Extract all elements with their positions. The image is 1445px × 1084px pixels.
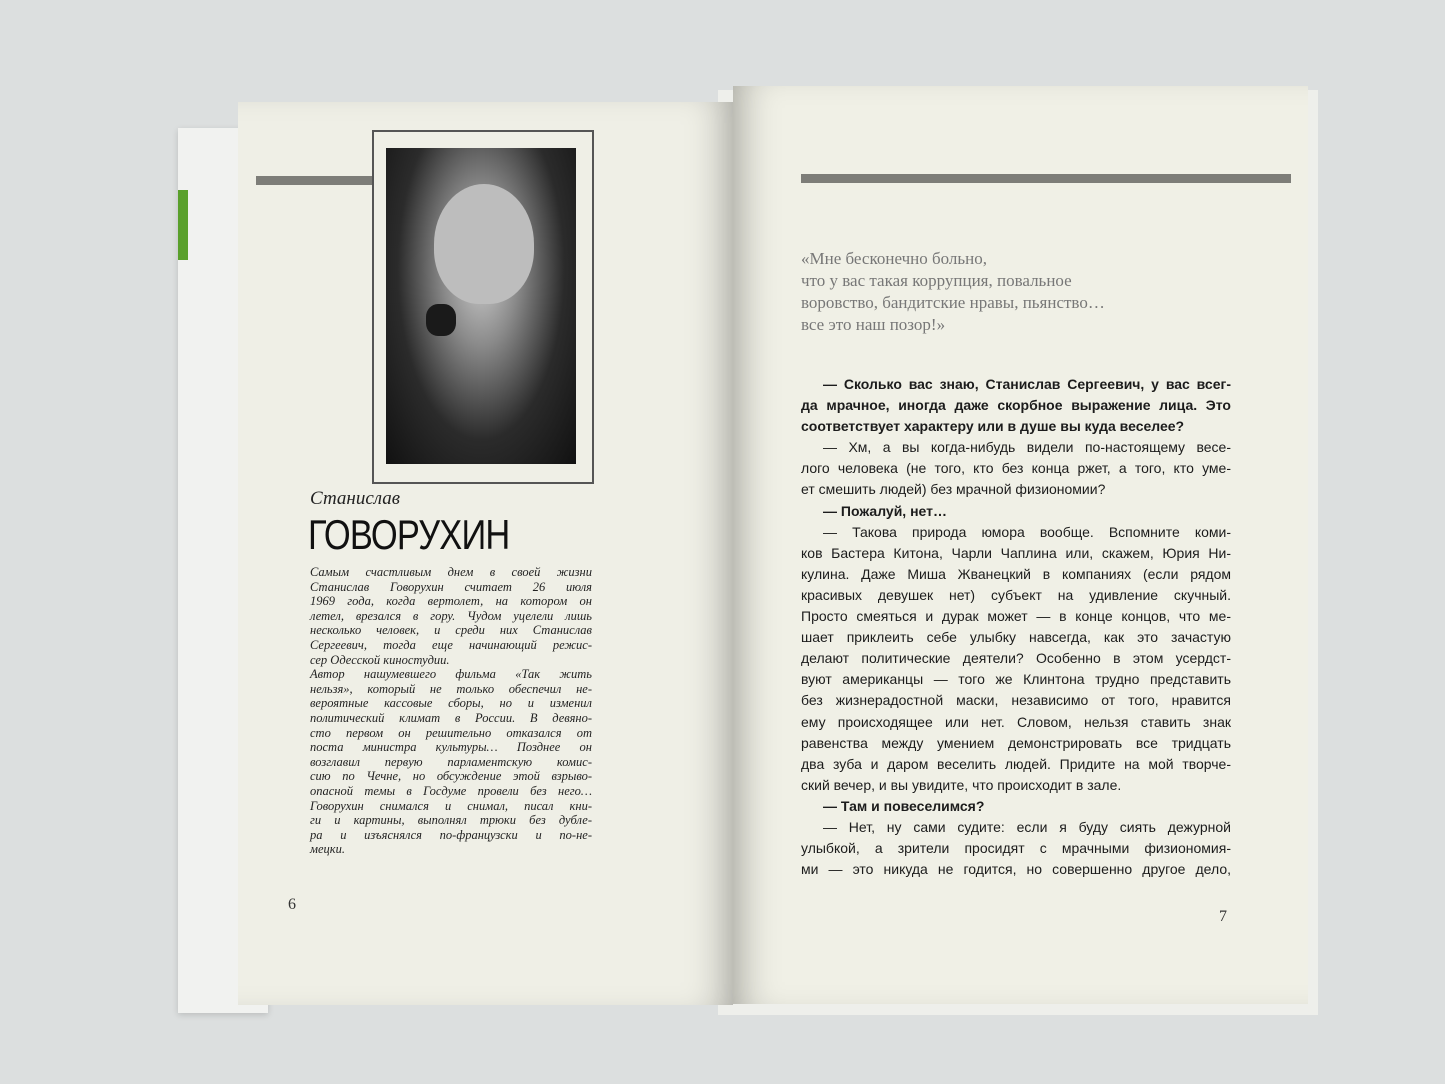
bio-line: сию по Чечне, но обсуждение этой взрыво- [310, 769, 592, 784]
question-line: — Сколько вас знаю, Станислав Сергеевич, у вас всег- [823, 376, 1231, 392]
question-line: — Там и повеселимся? [823, 797, 985, 814]
page-number: 7 [1219, 908, 1227, 925]
bio-line: Станислав Говорухин считает 26 июля [310, 579, 592, 594]
bio-line: несколько человек, и среди них Станислав [310, 623, 592, 638]
portrait-head [434, 184, 534, 304]
answer-line: ему происходящее или нет. Словом, нельзя ставить знак [801, 713, 1231, 730]
left-page [238, 102, 733, 1005]
answer-line: шает приклеить себе улыбку навсегда, как это зачастую [801, 629, 1231, 646]
bio-line: политический климат в России. В девяно- [310, 710, 592, 725]
bio-line: летел, врезался в гору. Чудом уцелели лишь [310, 608, 592, 623]
answer-line: — Такова природа юмора вообще. Вспомните коми- [823, 523, 1231, 540]
question-line: да мрачное, иногда даже скорбное выражение лица. Это [801, 397, 1231, 414]
bio-line: вероятные кассовые сборы, но и изменил [310, 696, 592, 711]
portrait-frame [372, 130, 594, 484]
answer-line: равенства между умением демонстрировать все тридцать [801, 734, 1231, 751]
portrait-photo [386, 148, 576, 464]
answer-line: — Хм, а вы когда-нибудь видели по-настоящему весе- [823, 439, 1231, 456]
bio-line: Говорухин снимался и снимал, писал кни- [310, 798, 592, 813]
quote-line: воровство, бандитские нравы, пьянство… [801, 293, 1105, 312]
bio-line: ра и изъяснялся по-французски и по-не- [310, 827, 592, 842]
quote-line: все это наш позор!» [801, 315, 946, 334]
bio-line: ги и картины, выполнял трюки без дубле- [310, 813, 592, 828]
decorative-bar [256, 176, 372, 185]
answer-line: — Нет, ну сами судите: если я буду сиять дежурной [823, 818, 1231, 835]
pull-quote [801, 248, 1105, 336]
answer-line: ков Бастера Китона, Чарли Чаплина или, скажем, Юрия Ни- [801, 544, 1231, 561]
bio-line: опасной темы в Госдуме провели без него… [310, 783, 592, 798]
last-name: ГОВОРУХИН [308, 511, 510, 558]
page-number: 6 [288, 896, 296, 913]
right-page [733, 86, 1308, 1004]
answer-line: лого человека (не того, кто без конца ржет, а того, кто уме- [801, 460, 1231, 477]
answer-line: ский вечер, и вы увидите, что происходит в зале. [801, 776, 1122, 793]
quote-line: что у вас такая коррупция, повальное [801, 271, 1072, 290]
bio-line: мецки. [310, 842, 345, 857]
bio-line: нельзя», который не только обеспечил не- [310, 681, 592, 696]
bio-line: сто первом он решительно отказался от [310, 725, 592, 740]
answer-line: улыбкой, а зрители просидят с мрачными физиономия- [801, 840, 1231, 857]
answer-line: делают политические деятели? Особенно в этом усердст- [801, 650, 1231, 667]
answer-line: ет смешить людей) без мрачной физиономии? [801, 481, 1106, 498]
answer-line: ми — это никуда не годится, но совершенно другое дело, [801, 861, 1231, 878]
interview-text [801, 374, 1231, 880]
question-line: соответствует характеру или в душе вы куда веселее? [801, 418, 1185, 435]
bio-line: возглавил первую парламентскую комис- [310, 754, 592, 769]
quote-line: «Мне бесконечно больно, [801, 249, 987, 268]
answer-line: красивых девушек нет) субъект на удивление скучный. [801, 586, 1231, 603]
first-name: Станислав [310, 488, 401, 509]
bio-line: поста министра культуры… Позднее он [310, 740, 592, 755]
bio-line: Автор нашумевшего фильма «Так жить [310, 667, 592, 682]
bio-line: 1969 года, когда вертолет, на котором он [310, 594, 592, 609]
bio-line: сер Одесской киностудии. [310, 652, 450, 667]
bio-text [310, 565, 592, 857]
answer-line: вуют американцы — того же Клинтона трудно представить [801, 671, 1231, 688]
question-line: — Пожалуй, нет… [823, 502, 947, 519]
answer-line: два зуба и даром веселить людей. Придите на мой творче- [801, 755, 1231, 772]
bio-line: Самым счастливым днем в своей жизни [310, 565, 592, 579]
pipe [426, 304, 456, 336]
bio-line: Сергеевич, тогда еще начинающий режис- [310, 637, 592, 652]
answer-line: Просто смеяться и дурак может — в конце концов, что ме- [801, 608, 1231, 625]
decorative-bar [801, 174, 1291, 183]
answer-line: без жизнерадостной маски, независимо от того, нравится [801, 692, 1231, 709]
answer-line: кулина. Даже Миша Жванецкий в компаниях (если рядом [801, 565, 1231, 582]
cover-green-stripe [178, 190, 188, 260]
